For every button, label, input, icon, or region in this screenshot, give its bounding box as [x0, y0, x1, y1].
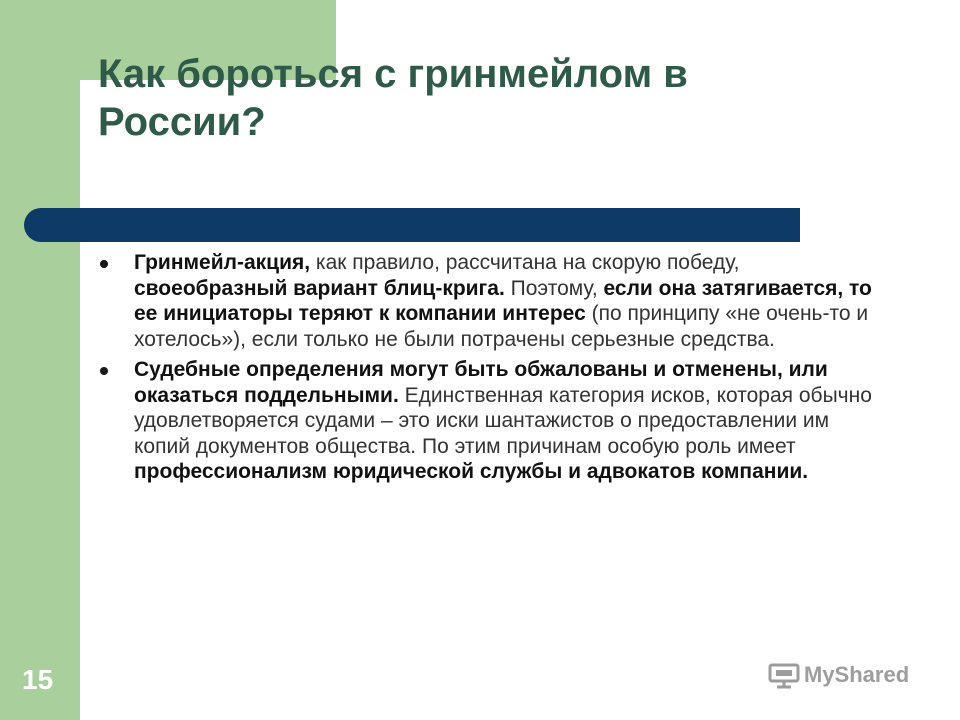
slide-title: Как бороться с гринмейлом в России?	[98, 52, 688, 144]
bullet-dot-icon	[100, 367, 108, 375]
bullet-run: Судебные определения могут быть обжалованы и отменены, или оказаться поддельными.	[134, 358, 828, 407]
bullet-item	[100, 357, 890, 485]
bullet-run: Поэтому,	[504, 276, 604, 300]
watermark-text: MyShared	[804, 662, 910, 687]
bullet-run: профессионализм юридической службы и адвокатов компании.	[134, 460, 809, 483]
bullet-run: Единственная категория исков, которая обычно удовлетворяется судами – это иски шантажистов о предоставлении им копий документов общества. По этим причинам особую роль имеет	[134, 383, 872, 458]
bullet-run: как правило, рассчитана на скорую победу,	[310, 251, 740, 274]
divider-bar	[56, 208, 800, 242]
presentation-icon	[768, 661, 800, 689]
page-number: 15	[22, 664, 54, 695]
bullet-run: своеобразный вариант блиц-крига.	[134, 276, 505, 300]
bullet-run: Гринмейл-акция,	[134, 251, 311, 274]
bullet-run: если она затягивается, то ее инициаторы теряют к компании интерес	[134, 276, 872, 325]
bullet-run: (по принципу «не очень-то и хотелось»), если только не были потрачены серьезные средства.	[134, 302, 869, 351]
left-accent-strip	[0, 0, 80, 720]
bullet-list	[100, 250, 890, 490]
bullet-item	[100, 250, 890, 352]
watermark	[768, 660, 909, 690]
bullet-dot-icon	[100, 260, 108, 268]
